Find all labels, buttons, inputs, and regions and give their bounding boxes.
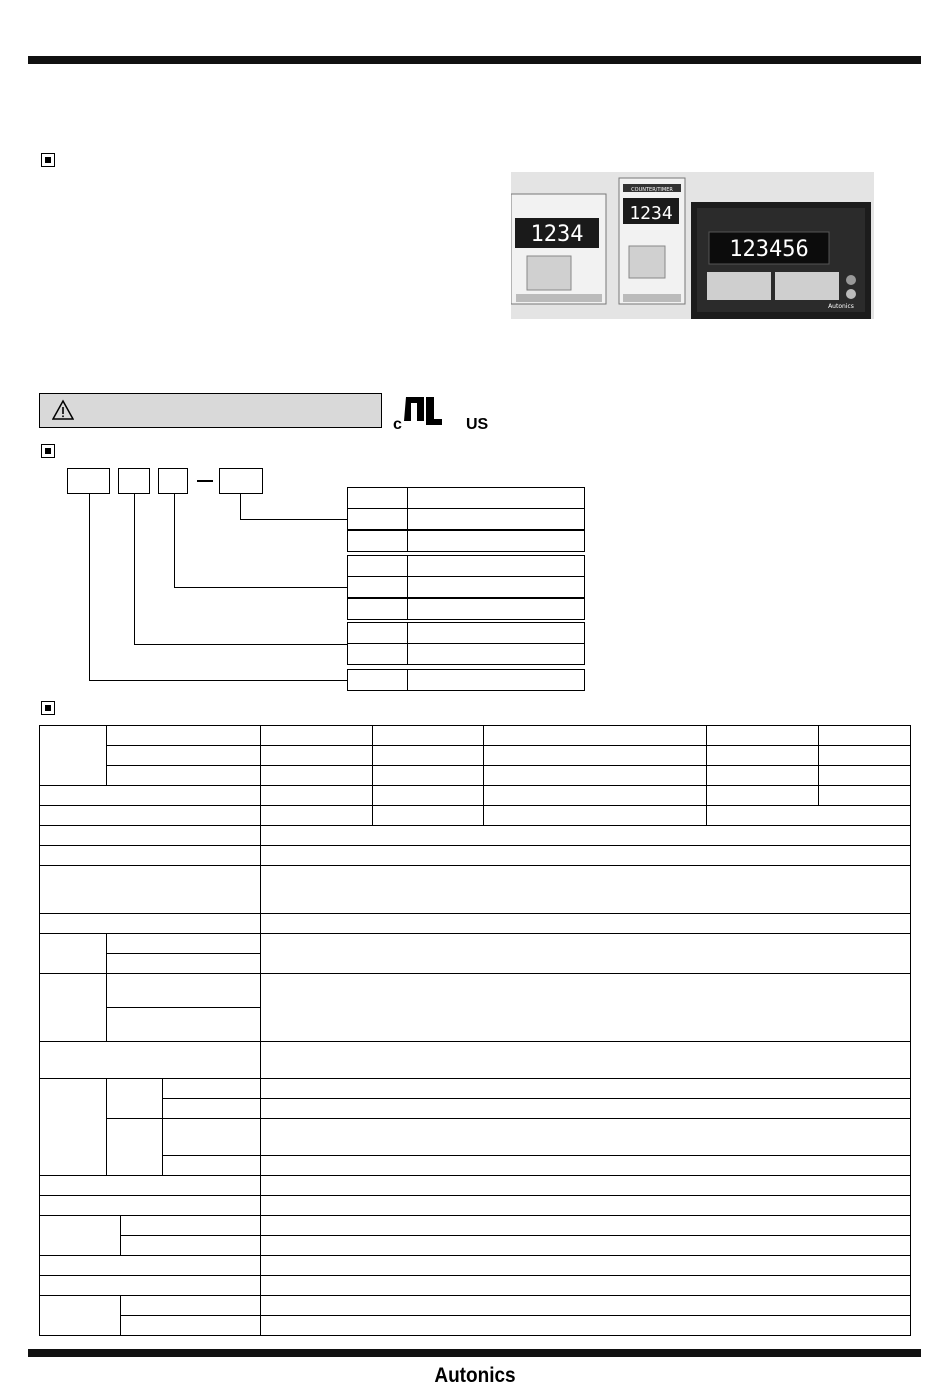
table-row — [40, 826, 911, 846]
svg-text:c: c — [393, 416, 402, 431]
option-row — [347, 555, 585, 577]
table-row — [40, 1216, 911, 1236]
table-row — [40, 1316, 911, 1336]
product-unit-middle — [619, 178, 685, 304]
table-row — [40, 934, 911, 954]
table-row — [40, 846, 911, 866]
table-row — [40, 1042, 911, 1079]
specification-table — [39, 725, 911, 1336]
section-marker-icon — [41, 701, 55, 715]
leader-line — [240, 494, 241, 519]
table-row — [40, 1256, 911, 1276]
code-dash — [197, 480, 213, 482]
top-rule — [28, 56, 921, 64]
product-photo — [511, 172, 874, 319]
section-marker-icon — [41, 153, 55, 167]
table-row — [40, 866, 911, 914]
leader-line — [174, 494, 175, 587]
right-unit-display: 123456 — [729, 237, 809, 262]
table-row — [40, 914, 911, 934]
option-row — [347, 598, 585, 620]
option-row — [347, 669, 585, 691]
left-unit-display: 1234 — [530, 222, 584, 247]
code-box-3 — [158, 468, 188, 494]
option-row — [347, 508, 585, 530]
table-row — [40, 1079, 911, 1099]
leader-line — [134, 494, 135, 644]
product-unit-left — [511, 194, 606, 304]
leader-line — [89, 494, 90, 680]
table-row — [40, 1099, 911, 1119]
code-box-4 — [219, 468, 263, 494]
option-row — [347, 487, 585, 509]
svg-text:Autonics: Autonics — [434, 1364, 516, 1387]
table-row — [40, 746, 911, 766]
warning-banner — [39, 393, 382, 428]
code-box-2 — [118, 468, 150, 494]
table-row — [40, 1236, 911, 1256]
option-row — [347, 576, 585, 598]
option-row — [347, 622, 585, 644]
middle-unit-display: 1234 — [629, 203, 673, 224]
table-row — [40, 1196, 911, 1216]
table-row — [40, 786, 911, 806]
option-row — [347, 530, 585, 552]
autonics-logo — [430, 1361, 520, 1387]
table-row — [40, 974, 911, 1008]
bottom-rule — [28, 1349, 921, 1357]
option-row — [347, 643, 585, 665]
svg-text:COUNTER/TIMER: COUNTER/TIMER — [631, 187, 673, 193]
table-row — [40, 766, 911, 786]
leader-line — [134, 644, 347, 645]
leader-line — [174, 587, 347, 588]
table-row — [40, 1119, 911, 1156]
svg-text:Autonics: Autonics — [828, 303, 854, 310]
cul-us-listed-mark-icon — [392, 395, 492, 431]
product-unit-right — [691, 202, 871, 319]
table-row — [40, 806, 911, 826]
code-box-1 — [67, 468, 110, 494]
warning-triangle-icon — [52, 399, 74, 421]
leader-line — [89, 680, 347, 681]
table-row — [40, 726, 911, 746]
leader-line — [240, 519, 347, 520]
table-row — [40, 1176, 911, 1196]
svg-text:US: US — [466, 416, 489, 431]
table-row — [40, 1296, 911, 1316]
table-row — [40, 1156, 911, 1176]
table-row — [40, 1276, 911, 1296]
section-marker-icon — [41, 444, 55, 458]
